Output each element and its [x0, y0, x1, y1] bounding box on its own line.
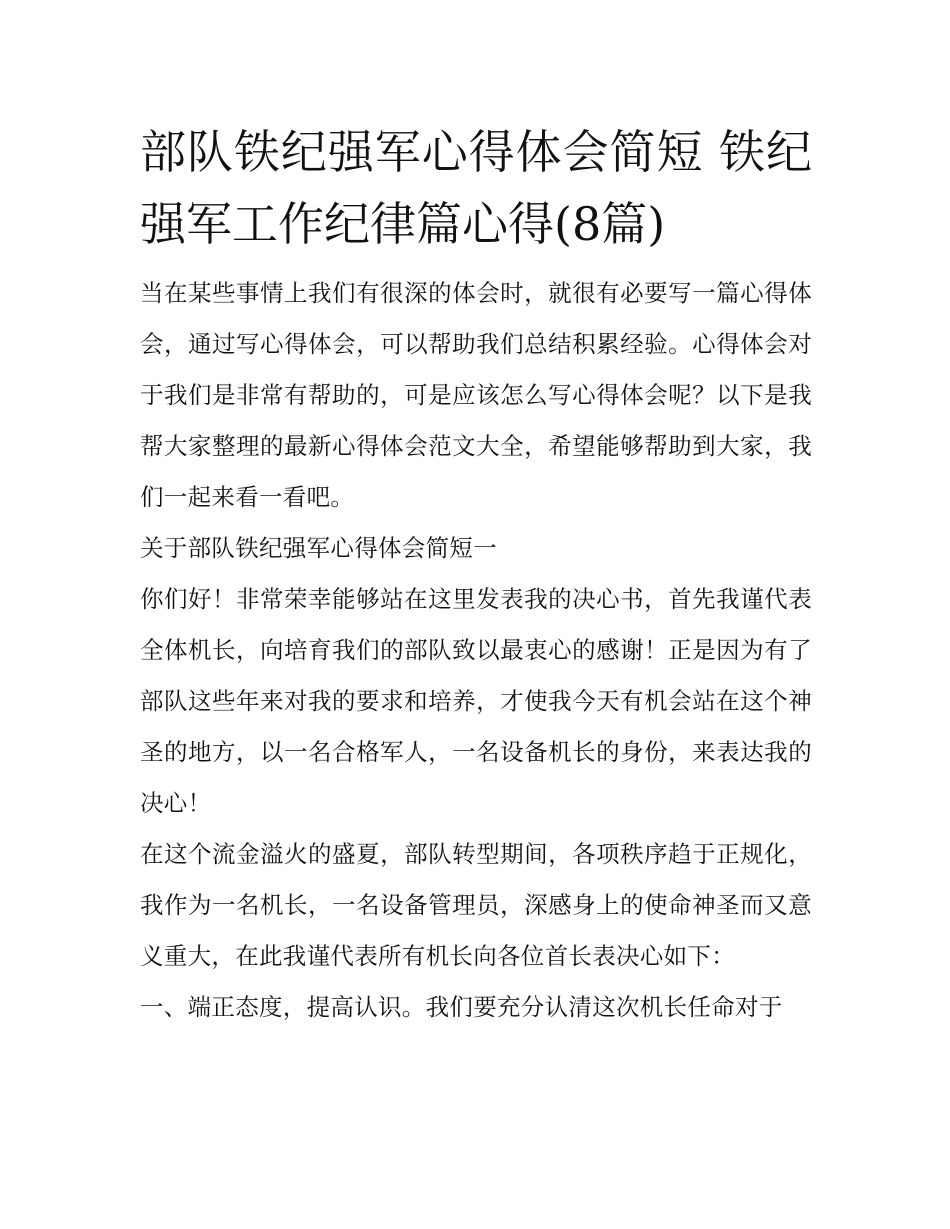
body-paragraph: 一、端正态度，提高认识。我们要充分认清这次机长任命对于: [140, 993, 783, 1021]
intro-paragraph: 当在某些事情上我们有很深的体会时，就很有必要写一篇心得体会，通过写心得体会，可以帮助我们总结积累经验。心得体会对于我们是非常有帮助的，可是应该怎么写心得体会呢？以下是我帮大家整理的最新心得体会范文大全，希望能够帮助到大家，我们一起来看一看吧。: [140, 279, 812, 511]
document-page: [140, 116, 812, 1033]
section-heading: 关于部队铁纪强军心得体会简短一: [140, 534, 497, 562]
body-paragraph: 在这个流金溢火的盛夏，部队转型期间，各项秩序趋于正规化，我作为一名机长，一名设备管理员，深感身上的使命神圣而又意义重大，在此我谨代表所有机长向各位首长表决心如下：: [140, 840, 812, 970]
document-body: [140, 268, 812, 1033]
body-paragraph: 你们好！非常荣幸能够站在这里发表我的决心书，首先我谨代表全体机长，向培育我们的部队致以最衷心的感谢！正是因为有了部队这些年来对我的要求和培养，才使我今天有机会站在这个神圣的地方，以一名合格军人，一名设备机长的身份，来表达我的决心！: [140, 585, 812, 817]
document-title: 部队铁纪强军心得体会简短 铁纪强军工作纪律篇心得(8篇): [140, 125, 812, 251]
